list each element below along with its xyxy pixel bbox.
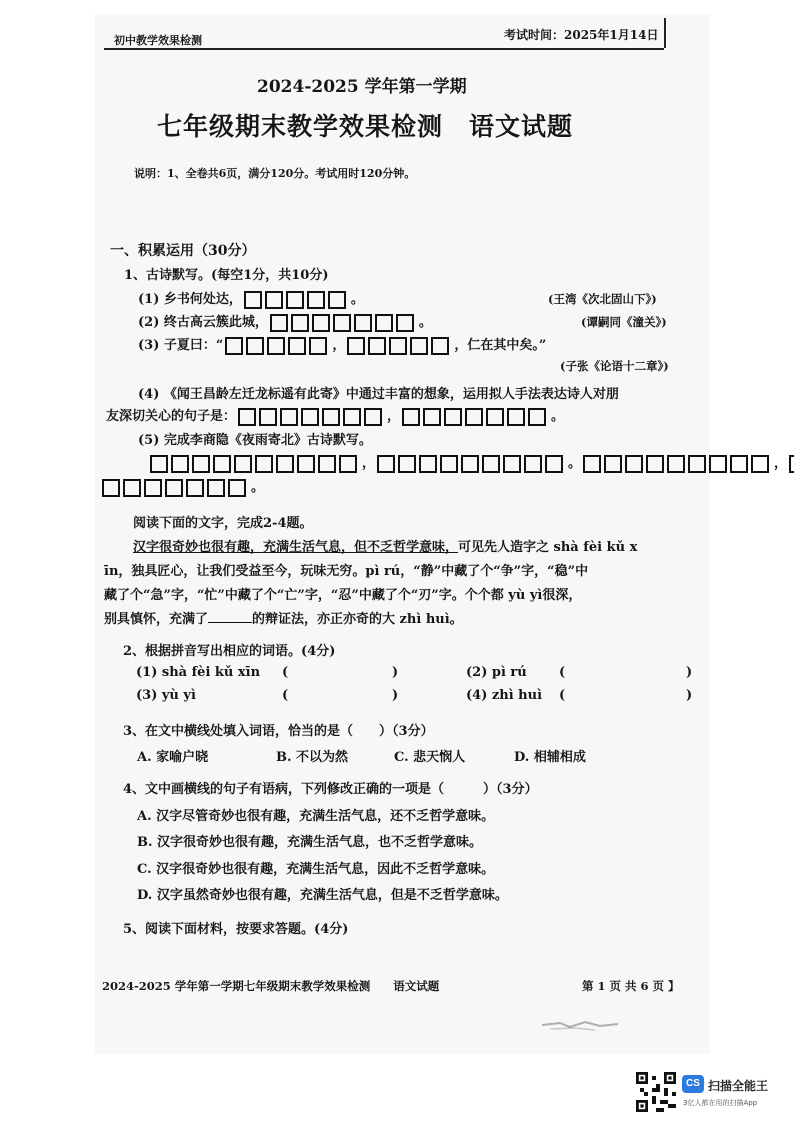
reading-line2: īn，独具匠心，让我们受益至今，玩味无穷。pì rú，“静”中藏了个“争”字，“稳”中	[104, 564, 589, 579]
scan-smudge	[540, 1018, 620, 1032]
q1-item3-source: (子张《论语十二章》)	[560, 359, 669, 373]
answer-boxes[interactable]	[244, 291, 349, 309]
q2-title: 2、根据拼音写出相应的词语。(4分)	[123, 644, 336, 659]
answer-boxes[interactable]	[789, 455, 794, 473]
q1-item1: (1) 乡书何处达， 。	[138, 292, 364, 307]
q4-option-b[interactable]: B. 汉字很奇妙也很有趣，充满生活气息，也不乏哲学意味。	[137, 835, 483, 850]
q1-item4-line1: (4) 《闻王昌龄左迁龙标遥有此寄》中通过丰富的想象，运用拟人手法表达诗人对朋	[138, 387, 619, 402]
q4-option-c[interactable]: C. 汉字很奇妙也很有趣，充满生活气息，因此不乏哲学意味。	[137, 862, 495, 877]
q3-title: 3、在文中横线处填入词语，恰当的是（ ）（3分）	[123, 724, 434, 739]
q2-a-label: (1) shà fèi kǔ xīn	[136, 665, 261, 680]
q4-option-a[interactable]: A. 汉字尽管奇妙也很有趣，充满生活气息，还不乏哲学意味。	[137, 809, 495, 824]
header-right: 考试时间：2025年1月14日	[504, 28, 659, 42]
q2-a-open[interactable]: (	[282, 665, 289, 680]
reading-line1: 汉字很奇妙也很有趣，充满生活气息，但不乏哲学意味，可见先人造字之 shà fèi kǔ x	[133, 540, 638, 555]
q1-title: 1、古诗默写。(每空1分，共10分)	[124, 268, 329, 283]
scanner-app-tagline: 3亿人都在用的扫描App	[683, 1099, 758, 1107]
qr-code-icon	[636, 1072, 676, 1112]
q2-b-open[interactable]: (	[559, 665, 566, 680]
q2-c-close: )	[392, 688, 399, 703]
q3-option-c[interactable]: C. 悲天悯人	[394, 750, 466, 765]
answer-boxes[interactable]	[347, 337, 452, 355]
reading-line3: 藏了个“急”字，“忙”中藏了个“亡”字，“忍”中藏了个“刃”字。个个都 yù yì很深，	[104, 588, 582, 603]
answer-boxes[interactable]	[238, 408, 385, 426]
fill-blank[interactable]	[208, 610, 252, 623]
q1-item5-line2: 。	[100, 476, 264, 497]
q3-option-b[interactable]: B. 不以为然	[276, 750, 349, 765]
answer-boxes[interactable]	[225, 337, 330, 355]
header-left: 初中教学效果检测	[114, 34, 202, 47]
scanner-logo-icon: CS	[682, 1075, 704, 1093]
answer-boxes[interactable]	[377, 455, 566, 473]
answer-boxes[interactable]	[102, 479, 249, 497]
q2-a-close: )	[392, 665, 399, 680]
title-line1: 2024-2025 学年第一学期	[257, 77, 467, 97]
footer-left: 2024-2025 学年第一学期七年级期末教学效果检测 语文试题	[102, 979, 440, 993]
q3-option-a[interactable]: A. 家喻户晓	[137, 750, 209, 765]
q5-title: 5、阅读下面材料，按要求答题。(4分)	[123, 922, 349, 937]
q2-d-close: )	[686, 688, 693, 703]
header-divider	[664, 18, 666, 48]
underlined-sentence: 汉字很奇妙也很有趣，充满生活气息，但不乏哲学意味，	[133, 540, 459, 555]
q1-item3: (3) 子夏曰：“ ， ，仁在其中矣。”	[138, 338, 547, 353]
footer-page: 第 1 页 共 6 页 】	[582, 979, 680, 993]
q1-item4-line2: 友深切关心的句子是： ， 。	[106, 409, 565, 424]
q3-option-d[interactable]: D. 相辅相成	[514, 750, 586, 765]
q4-title: 4、文中画横线的句子有语病，下列修改正确的一项是（ ）（3分）	[123, 782, 538, 797]
header-rule	[104, 48, 664, 50]
instructions: 说明：1、全卷共6页，满分120分。考试用时120分钟。	[134, 167, 416, 180]
q1-item2: (2) 终古高云簇此城， 。	[138, 315, 432, 330]
q2-c-label: (3) yù yì	[136, 688, 196, 703]
page-title: 七年级期末教学效果检测 语文试题	[157, 112, 574, 141]
reading-intro: 阅读下面的文字，完成2-4题。	[133, 516, 313, 531]
answer-boxes[interactable]	[270, 314, 417, 332]
q1-item1-source: (王湾《次北固山下》)	[548, 292, 657, 306]
answer-boxes[interactable]	[150, 455, 360, 473]
q1-item2-source: (谭嗣同《潼关》)	[581, 315, 667, 329]
q2-c-open[interactable]: (	[282, 688, 289, 703]
q2-d-open[interactable]: (	[559, 688, 566, 703]
reading-line4: 别具慎怀，充满了 的辩证法，亦正亦奇的大 zhì huì。	[104, 612, 463, 627]
scanner-app-name: 扫描全能王	[708, 1079, 769, 1093]
q1-item5: (5) 完成李商隐《夜雨寄北》古诗默写。	[138, 433, 372, 448]
q2-b-label: (2) pì rú	[466, 665, 527, 680]
q1-item5-line1: ， 。 ，	[148, 452, 794, 473]
q2-b-close: )	[686, 665, 693, 680]
q2-d-label: (4) zhì huì	[466, 688, 543, 703]
answer-boxes[interactable]	[583, 455, 772, 473]
answer-boxes[interactable]	[402, 408, 549, 426]
section1-heading: 一、积累运用（30分）	[110, 243, 256, 259]
q4-option-d[interactable]: D. 汉字虽然奇妙也很有趣，充满生活气息，但是不乏哲学意味。	[137, 888, 508, 903]
